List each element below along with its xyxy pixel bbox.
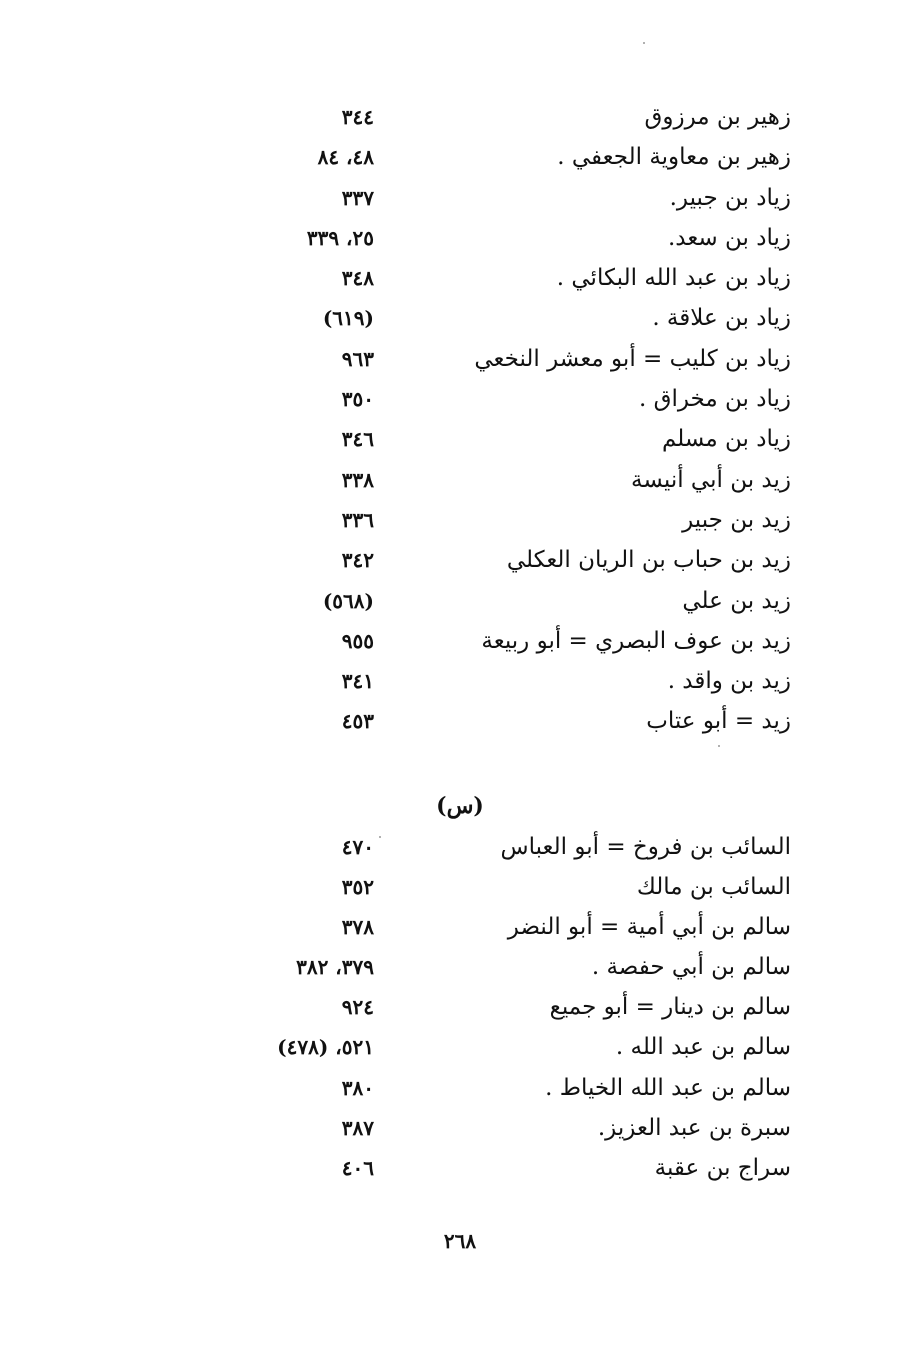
- entry-pages: ٣٥٠: [341, 387, 374, 412]
- index-entry: [0, 1148, 919, 1188]
- entry-pages: ٣٣٨: [341, 467, 374, 492]
- index-entry: [0, 258, 919, 298]
- index-entry: [0, 987, 919, 1027]
- entry-name: زياد بن جبير.: [669, 184, 791, 211]
- index-entry: [0, 379, 919, 419]
- entry-name: سالم بن عبد الله الخياط .: [545, 1074, 791, 1101]
- entry-pages: ٤٧٠: [341, 835, 374, 859]
- scan-speck: [718, 745, 720, 747]
- index-entry: [0, 1108, 919, 1148]
- entry-pages: ٤٠٦: [341, 1155, 374, 1180]
- index-entry: [0, 500, 919, 540]
- entry-name: زيد بن حباب بن الريان العكلي: [506, 547, 791, 574]
- entry-pages: ٣٤٤: [341, 105, 374, 129]
- entry-pages: ٣٤٦: [341, 427, 374, 452]
- scan-speck: [643, 42, 645, 44]
- index-entry: [0, 178, 919, 218]
- page-number: ٢٦٨: [443, 1229, 477, 1253]
- index-entry: [0, 581, 919, 621]
- entry-pages: ٣٣٧: [341, 185, 374, 210]
- index-entry: [0, 621, 919, 661]
- entry-name: سراج بن عقبة: [654, 1154, 791, 1181]
- entry-name: سالم بن أبي أمية = أبو النضر: [507, 914, 791, 941]
- entry-name: زيد بن واقد .: [667, 668, 791, 695]
- index-entry: [0, 867, 919, 907]
- index-entry: [0, 298, 919, 338]
- entry-name: زيد = أبو عتاب: [646, 708, 791, 735]
- index-entry: [0, 701, 919, 741]
- index-entry: [0, 907, 919, 947]
- entry-pages: ٩٢٤: [341, 995, 374, 1020]
- index-entry: [0, 218, 919, 258]
- entry-name: سالم بن أبي حفصة .: [591, 954, 791, 981]
- entry-pages: ٥٢١، (٤٧٨): [277, 1035, 374, 1060]
- entry-name: زيد بن جبير: [682, 506, 791, 533]
- index-entry: [0, 540, 919, 580]
- entry-name: زهير بن معاوية الجعفي .: [557, 144, 791, 171]
- entry-pages: ٣٨٠: [341, 1075, 374, 1100]
- entry-pages: ٣٨٧: [341, 1115, 374, 1140]
- index-entry: [0, 460, 919, 500]
- entry-pages: ٤٥٣: [341, 709, 374, 734]
- entry-name: السائب بن مالك: [636, 874, 791, 901]
- index-list-zay: [0, 97, 919, 742]
- entry-name: زياد بن مخراق .: [638, 386, 791, 413]
- entry-name: سبرة بن عبد العزيز.: [597, 1114, 791, 1141]
- entry-pages: ٣٥٢: [341, 875, 374, 900]
- entry-name: زياد بن مسلم: [661, 426, 791, 453]
- index-entry: [0, 97, 919, 137]
- index-entry: [0, 137, 919, 177]
- entry-name: زهير بن مرزوق: [644, 104, 791, 130]
- entry-pages: ٣٧٩، ٣٨٢: [296, 955, 374, 980]
- entry-pages: ٢٥، ٣٣٩: [306, 225, 374, 250]
- index-entry: [0, 947, 919, 987]
- scan-speck: [379, 836, 381, 838]
- index-list-sin: [0, 827, 919, 1188]
- entry-name: زياد بن سعد.: [667, 224, 791, 251]
- entry-pages: (٥٦٨): [322, 588, 374, 613]
- entry-name: زيد بن أبي أنيسة: [631, 466, 791, 493]
- entry-pages: ٣٤١: [341, 669, 374, 694]
- index-entry: [0, 827, 919, 867]
- index-entry: [0, 1027, 919, 1067]
- entry-name: سالم بن عبد الله .: [615, 1034, 791, 1061]
- index-entry: [0, 419, 919, 459]
- entry-name: زياد بن كليب = أبو معشر النخعي: [474, 345, 791, 372]
- entry-name: زياد بن عبد الله البكائي .: [556, 265, 791, 292]
- index-entry: [0, 339, 919, 379]
- index-entry: [0, 1068, 919, 1108]
- entry-pages: ٣٤٢: [341, 548, 374, 573]
- entry-name: زيد بن عوف البصري = أبو ربيعة: [481, 627, 791, 654]
- entry-pages: ٤٨، ٨٤: [317, 145, 374, 170]
- entry-name: زيد بن علي: [682, 587, 791, 614]
- entry-pages: ٣٣٦: [341, 507, 374, 532]
- index-entry: [0, 661, 919, 701]
- entry-name: سالم بن دينار = أبو جميع: [549, 994, 791, 1021]
- entry-pages: ٣٧٨: [341, 915, 374, 940]
- section-heading-sin: (س): [436, 793, 484, 819]
- entry-pages: ٩٦٣: [341, 346, 374, 371]
- entry-name: زياد بن علاقة .: [652, 305, 791, 332]
- entry-pages: ٩٥٥: [341, 628, 374, 653]
- entry-name: السائب بن فروخ = أبو العباس: [500, 834, 791, 860]
- entry-pages: (٦١٩): [322, 306, 374, 331]
- entry-pages: ٣٤٨: [341, 266, 374, 291]
